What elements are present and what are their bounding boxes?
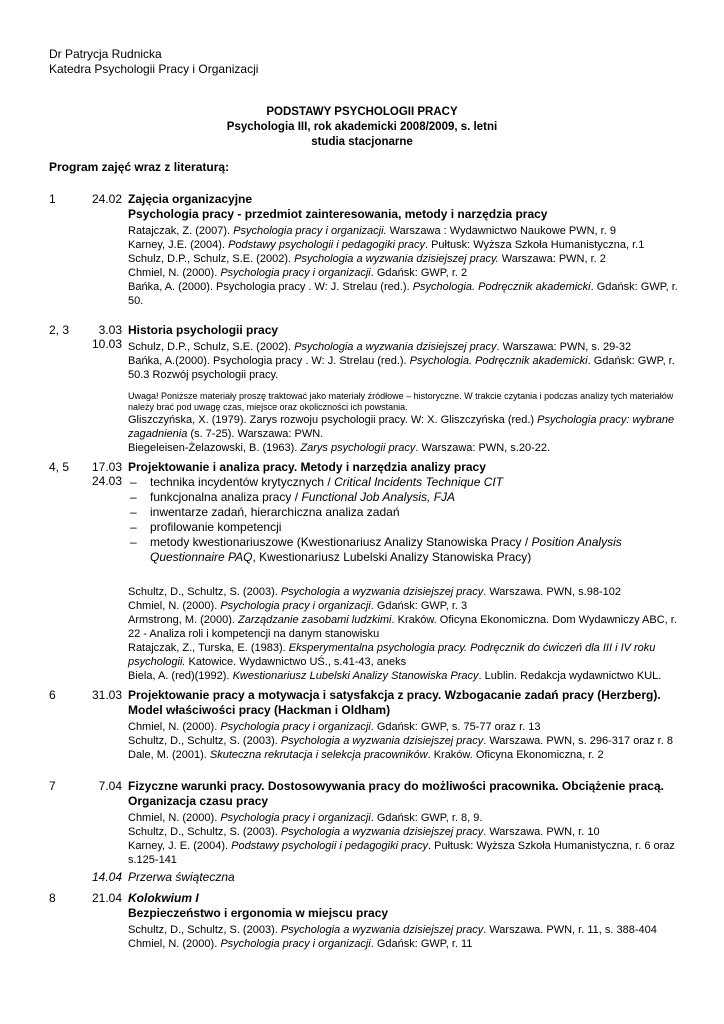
session-subheading: Bezpieczeństwo i ergonomia w miejscu pracy — [128, 906, 389, 920]
note: Uwaga! Poniższe materiały proszę traktować jako materiały źródłowe – historyczne. W trakcie czytania i podczas analizy tych materiałów należy brać pod uwagę czas, miejsce oraz okoliczności ich powstania. — [128, 391, 674, 412]
author-name: Dr Patrycja Rudnicka — [49, 47, 162, 61]
reference: Chmiel, N. (2000). Psychologia pracy i organizacji. Gdańsk: GWP, r. 8, 9. — [128, 812, 483, 824]
reference: Biela, A. (red)(1992). Kwestionariusz Lubelski Analizy Stanowiska Pracy. Lublin. Redakcja wydawnictwo KUL. — [128, 670, 662, 682]
reference: Chmiel, N. (2000). Psychologia pracy i organizacji. Gdańsk: GWP, r. 11 — [128, 938, 473, 950]
session-body — [128, 688, 688, 762]
session-body — [128, 192, 688, 308]
session-number: 7 — [49, 779, 56, 793]
break-date: 14.04 — [91, 870, 122, 884]
reference: Dale, M. (2001). Skuteczna rekrutacja i selekcja pracowników. Kraków. Oficyna Ekonomiczna, r. 2 — [128, 749, 604, 761]
reference: Chmiel, N. (2000). Psychologia pracy i organizacji. Gdańsk: GWP, r. 2 — [128, 267, 468, 279]
reference: Schultz, D., Schultz, S. (2003). Psychologia a wyzwania dzisiejszej pracy. Warszawa. PWN, r. 10 — [128, 826, 600, 838]
reference: Schultz, D., Schultz, S. (2003). Psychologia a wyzwania dzisiejszej pracy. Warszawa. PWN, r. 11, s. 388-404 — [128, 924, 657, 936]
session-heading: Projektowanie pracy a motywacja i satysfakcja z pracy. Wzbogacanie zadań pracy (Herzberg). Model właściwości pracy (Hackman i Oldham) — [128, 688, 661, 717]
session-heading: Kolokwium I — [128, 891, 199, 905]
session-subheading: Psychologia pracy - przedmiot zainteresowania, metody i narzędzia pracy — [128, 207, 548, 221]
session-heading: Zajęcia organizacyjne — [128, 192, 253, 206]
list-item: – technika incydentów krytycznych / Critical Incidents Technique CIT — [128, 475, 688, 490]
session-number: 6 — [49, 688, 56, 702]
session-date: 24.02 — [91, 192, 122, 206]
session-number: 8 — [49, 891, 56, 905]
program-heading: Program zajęć wraz z literaturą: — [49, 160, 230, 174]
reference: Ratajczak, Z., Turska, E. (1983). Eksperymentalna psychologia pracy. Podręcznik do ćwiczeń dla III i IV roku psychologii. Katowice. Wydawnictwo UŚ., s.41-43, aneks — [128, 642, 656, 668]
session-date: 21.04 — [91, 891, 122, 905]
reference: Bańka, A.(2000). Psychologia pracy . W: J. Strelau (red.). Psychologia. Podręcznik akademicki. Gdańsk: GWP, r. 50.3 Rozwój psychologii pracy. — [128, 355, 675, 381]
reference: Schulz, D.P., Schulz, S.E. (2002). Psychologia a wyzwania dzisiejszej pracy. Warszawa: PWN, s. 29-32 — [128, 341, 632, 353]
session-number: 4, 5 — [49, 460, 70, 474]
session-date: 31.03 — [91, 688, 122, 702]
title-line-3: studia stacjonarne — [311, 136, 413, 148]
author-department: Katedra Psychologii Pracy i Organizacji — [49, 62, 259, 76]
reference: Karney, J. E. (2004). Podstawy psychologii i pedagogiki pracy. Pułtusk: Wyższa Szkoła Humanistyczna, r. 6 oraz s.125-141 — [128, 840, 675, 866]
author-block — [49, 47, 258, 77]
title-line-2: Psychologia III, rok akademicki 2008/2009, s. letni — [226, 121, 498, 133]
session-body — [128, 779, 688, 867]
session-body — [128, 891, 688, 951]
title-line-1: PODSTAWY PSYCHOLOGII PRACY — [266, 106, 458, 118]
reference: Gliszczyńska, X. (1979). Zarys rozwoju psychologii pracy. W: X. Gliszczyńska (red.) Psychologia pracy: wybrane zagadnienia (s. 7-25). Warszawa: PWN. — [128, 414, 675, 440]
reference: Ratajczak, Z. (2007). Psychologia pracy i organizacji. Warszawa : Wydawnictwo Naukowe PWN, r. 9 — [128, 225, 616, 237]
session-heading: Projektowanie i analiza pracy. Metody i narzędzia analizy pracy — [128, 460, 486, 474]
reference: Schulz, D.P., Schulz, S.E. (2002). Psychologia a wyzwania dzisiejszej pracy. Warszawa: PWN, r. 2 — [128, 253, 606, 265]
session-date: 3.03 — [98, 323, 122, 337]
session-date: 10.03 — [91, 337, 122, 351]
reference: Karney, J.E. (2004). Podstawy psychologii i pedagogiki pracy. Pułtusk: Wyższa Szkoła Humanistyczna, r.1 — [128, 239, 645, 251]
list-item: – profilowanie kompetencji — [128, 520, 688, 535]
session-number: 2, 3 — [49, 323, 70, 337]
session-heading: Historia psychologii pracy — [128, 323, 279, 337]
reference: Armstrong, M. (2000). Zarządzanie zasobami ludzkimi. Kraków. Oficyna Ekonomiczna. Dom Wydawniczy ABC, r. 22 - Analiza roli i kompetencji na danym stanowisku — [128, 614, 677, 640]
session-body — [128, 460, 688, 683]
session-date: 17.03 — [91, 460, 122, 474]
list-item: – metody kwestionariuszowe (Kwestionariusz Analizy Stanowiska Pracy / Position Analysis Questionnaire PAQ, Kwestionariusz Lubelski Analizy Stanowiska Pracy) — [128, 535, 688, 565]
list-item: – inwentarze zadań, hierarchiczna analiza zadań — [128, 505, 688, 520]
reference: Chmiel, N. (2000). Psychologia pracy i organizacji. Gdańsk: GWP, r. 3 — [128, 600, 468, 612]
session-number: 1 — [49, 192, 56, 206]
method-list — [128, 475, 688, 565]
session-date: 7.04 — [98, 779, 122, 793]
session-heading: Fizyczne warunki pracy. Dostosowywania pracy do możliwości pracownika. Obciążenie pracą. Organizacja czasu pracy — [128, 779, 664, 808]
reference: Bańka, A. (2000). Psychologia pracy . W: J. Strelau (red.). Psychologia. Podręcznik akademicki. Gdańsk: GWP, r. 50. — [128, 281, 678, 307]
document-title — [0, 105, 724, 150]
list-item: – funkcjonalna analiza pracy / Functional Job Analysis, FJA — [128, 490, 688, 505]
reference: Schultz, D., Schultz, S. (2003). Psychologia a wyzwania dzisiejszej pracy. Warszawa. PWN, s. 296-317 oraz r. 8 — [128, 735, 673, 747]
break-label: Przerwa świąteczna — [128, 870, 235, 884]
session-body — [128, 323, 688, 455]
reference: Schultz, D., Schultz, S. (2003). Psychologia a wyzwania dzisiejszej pracy. Warszawa. PWN, s.98-102 — [128, 586, 621, 598]
session-date: 24.03 — [91, 474, 122, 488]
reference: Chmiel, N. (2000). Psychologia pracy i organizacji. Gdańsk: GWP, s. 75-77 oraz r. 13 — [128, 721, 541, 733]
reference: Biegeleisen-Żelazowski, B. (1963). Zarys psychologii pracy. Warszawa: PWN, s.20-22. — [128, 442, 551, 454]
